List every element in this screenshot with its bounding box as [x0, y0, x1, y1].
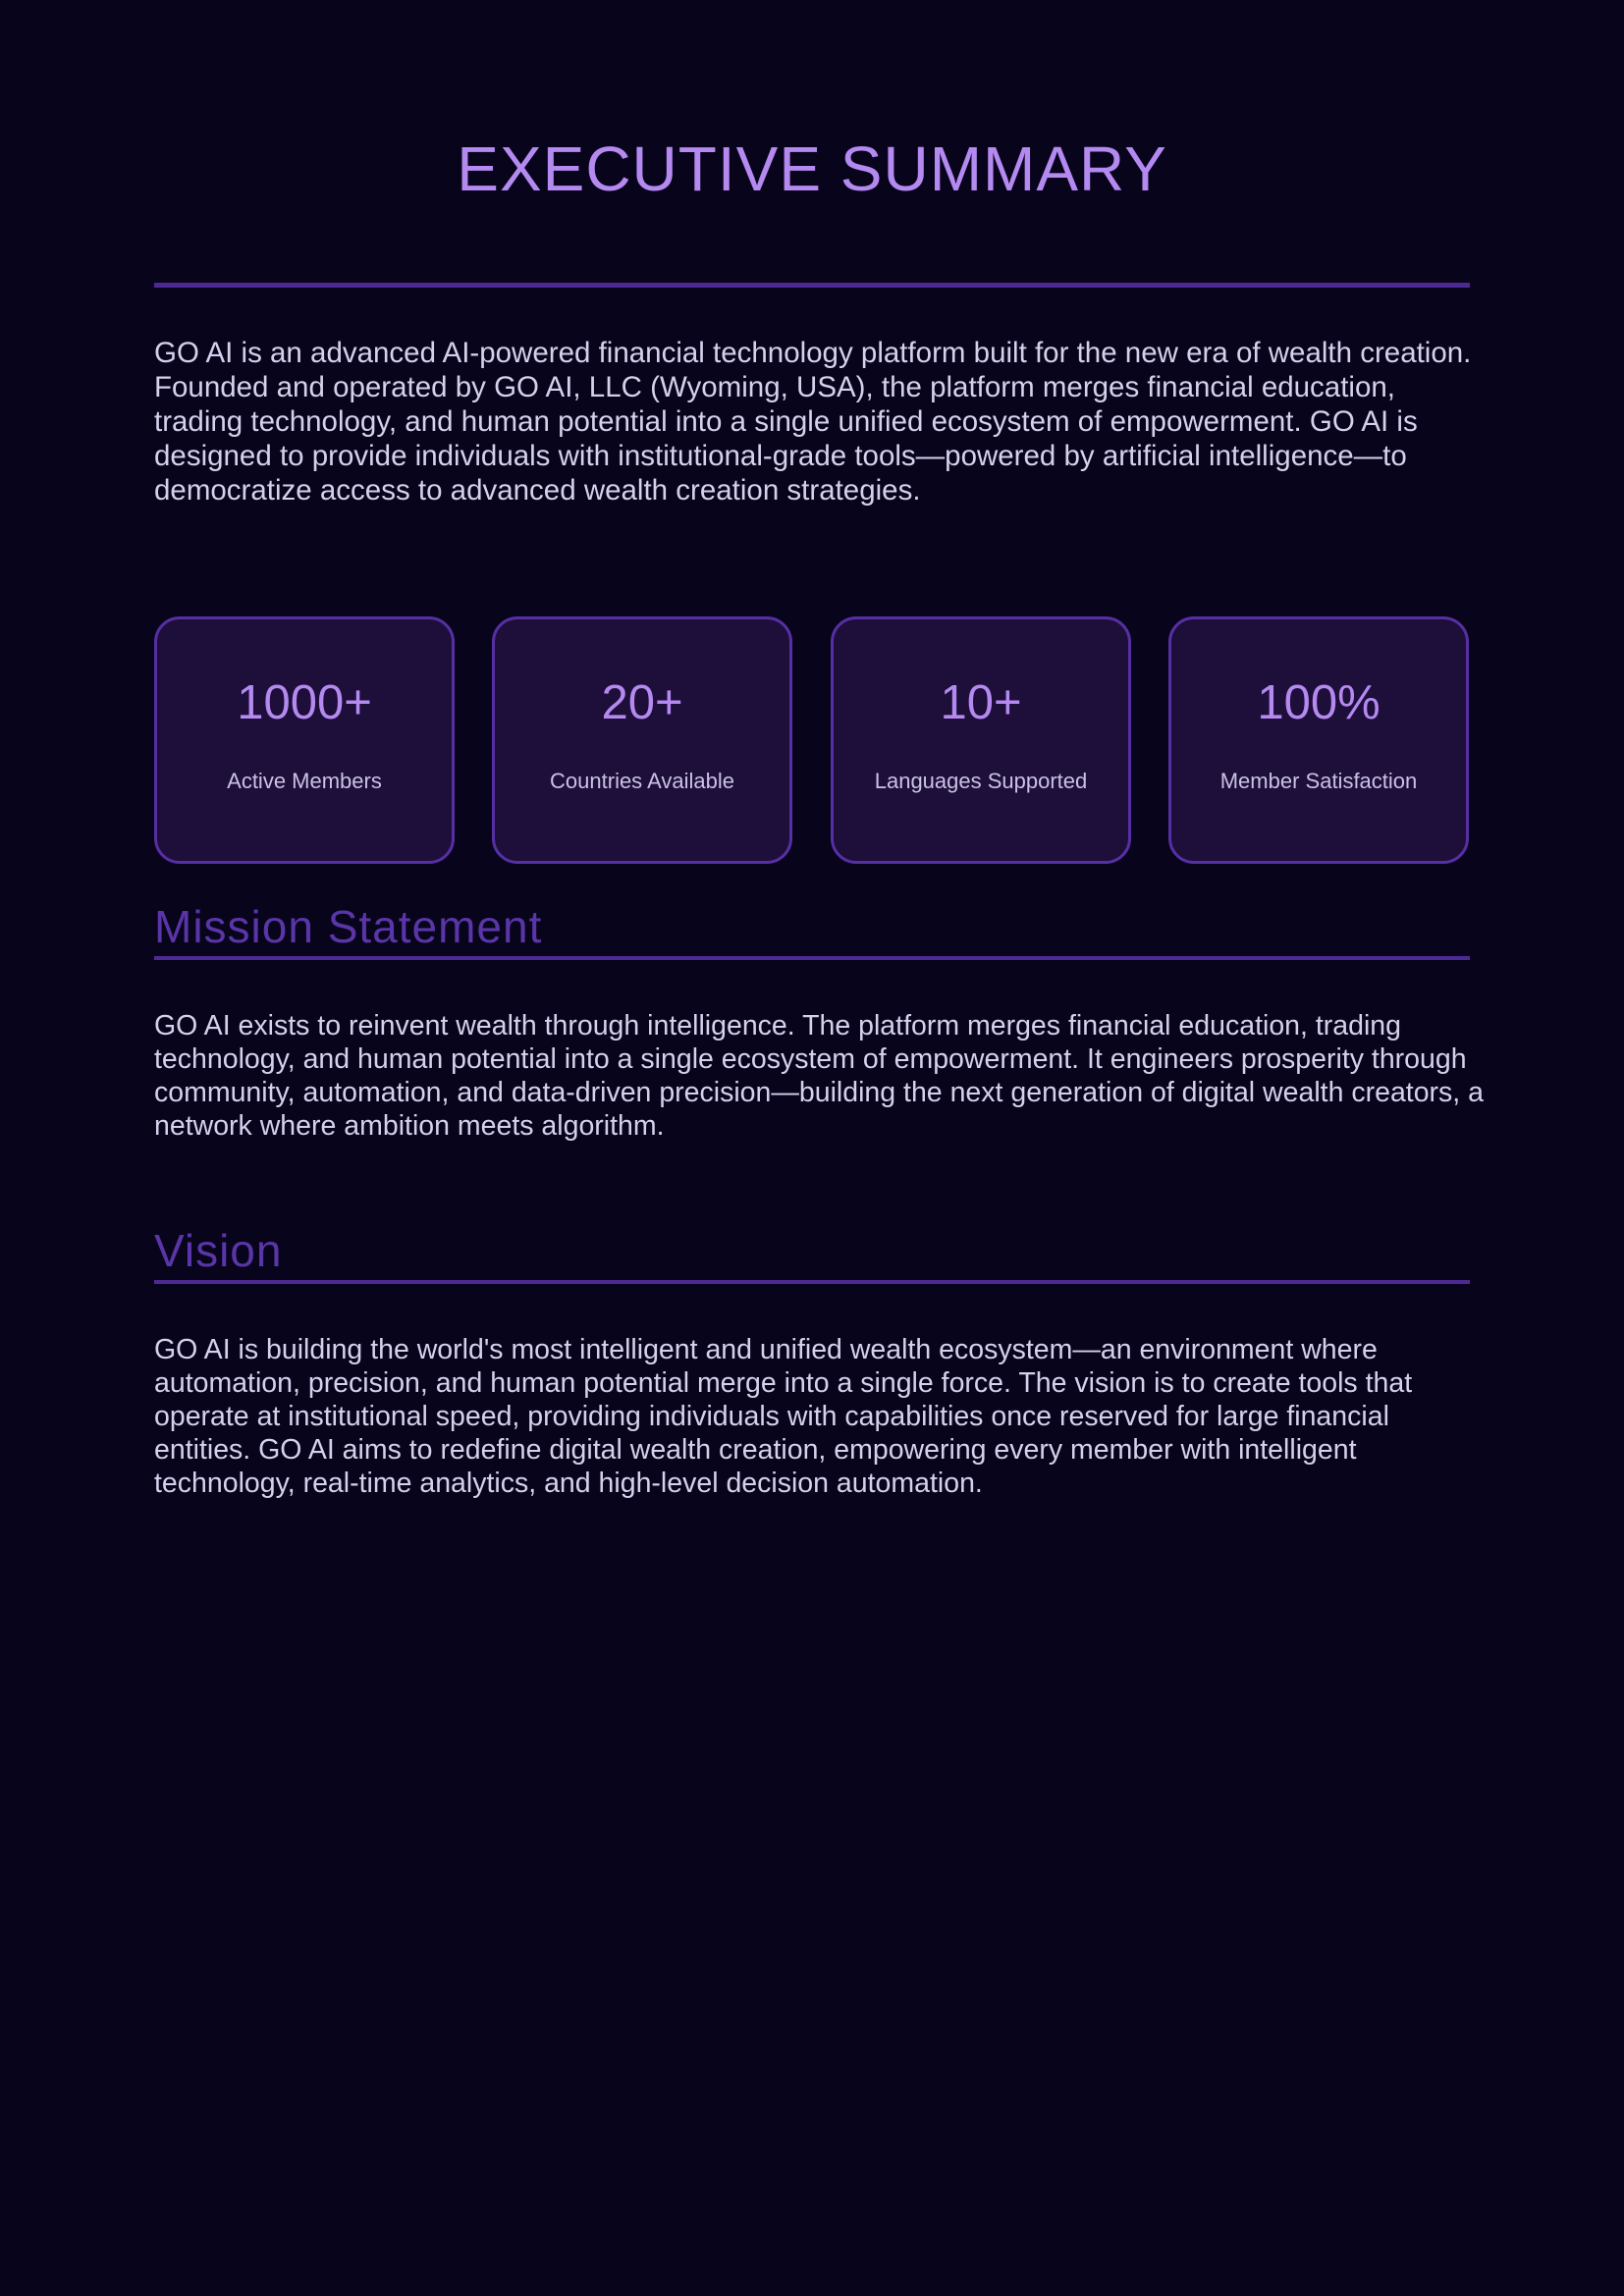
stat-card-members: [154, 616, 455, 864]
intro-paragraph: GO AI is an advanced AI-powered financial technology platform built for the new era of wealth creation. Founded and operated by GO AI, LLC (Wyoming, USA), the platform merges financial education, trading technology, and human potential into a single unified ecosystem of empowerment. GO AI is designed to provide individuals with institutional-grade tools—powered by artificial intelligence—to democratize access to advanced wealth creation strategies.: [154, 337, 1472, 507]
vision-paragraph: GO AI is building the world's most intelligent and unified wealth ecosystem—an environment where automation, precision, and human potential merge into a single force. The vision is to create tools that operate at institutional speed, providing individuals with capabilities once reserved for large financial entities. GO AI aims to redefine digital wealth creation, empowering every member with intelligent technology, real-time analytics, and high-level decision automation.: [154, 1334, 1413, 1499]
stat-card-languages: [831, 616, 1131, 864]
stat-value: 20+: [601, 676, 683, 729]
title-divider: [154, 283, 1470, 288]
stat-label: Countries Available: [550, 769, 734, 793]
stat-value: 1000+: [237, 676, 372, 729]
vision-divider: [154, 1280, 1470, 1284]
stats-row: [154, 616, 1470, 867]
stat-value: 10+: [940, 676, 1022, 729]
mission-paragraph: GO AI exists to reinvent wealth through intelligence. The platform merges financial education, trading technology, and human potential into a single ecosystem of empowerment. It engineers prosperity through community, automation, and data-driven precision—building the next generation of digital wealth creators, a network where ambition meets algorithm.: [154, 1010, 1484, 1142]
stat-card-satisfaction: [1168, 616, 1469, 864]
vision-heading: Vision: [154, 1225, 283, 1276]
mission-divider: [154, 956, 1470, 960]
stat-label: Member Satisfaction: [1219, 769, 1418, 793]
stat-label: Active Members: [227, 769, 382, 793]
page-title: EXECUTIVE SUMMARY: [457, 133, 1167, 204]
stat-label: Languages Supported: [874, 769, 1088, 793]
stat-card-countries: [492, 616, 792, 864]
stat-value: 100%: [1257, 676, 1380, 729]
mission-heading: Mission Statement: [154, 901, 543, 952]
